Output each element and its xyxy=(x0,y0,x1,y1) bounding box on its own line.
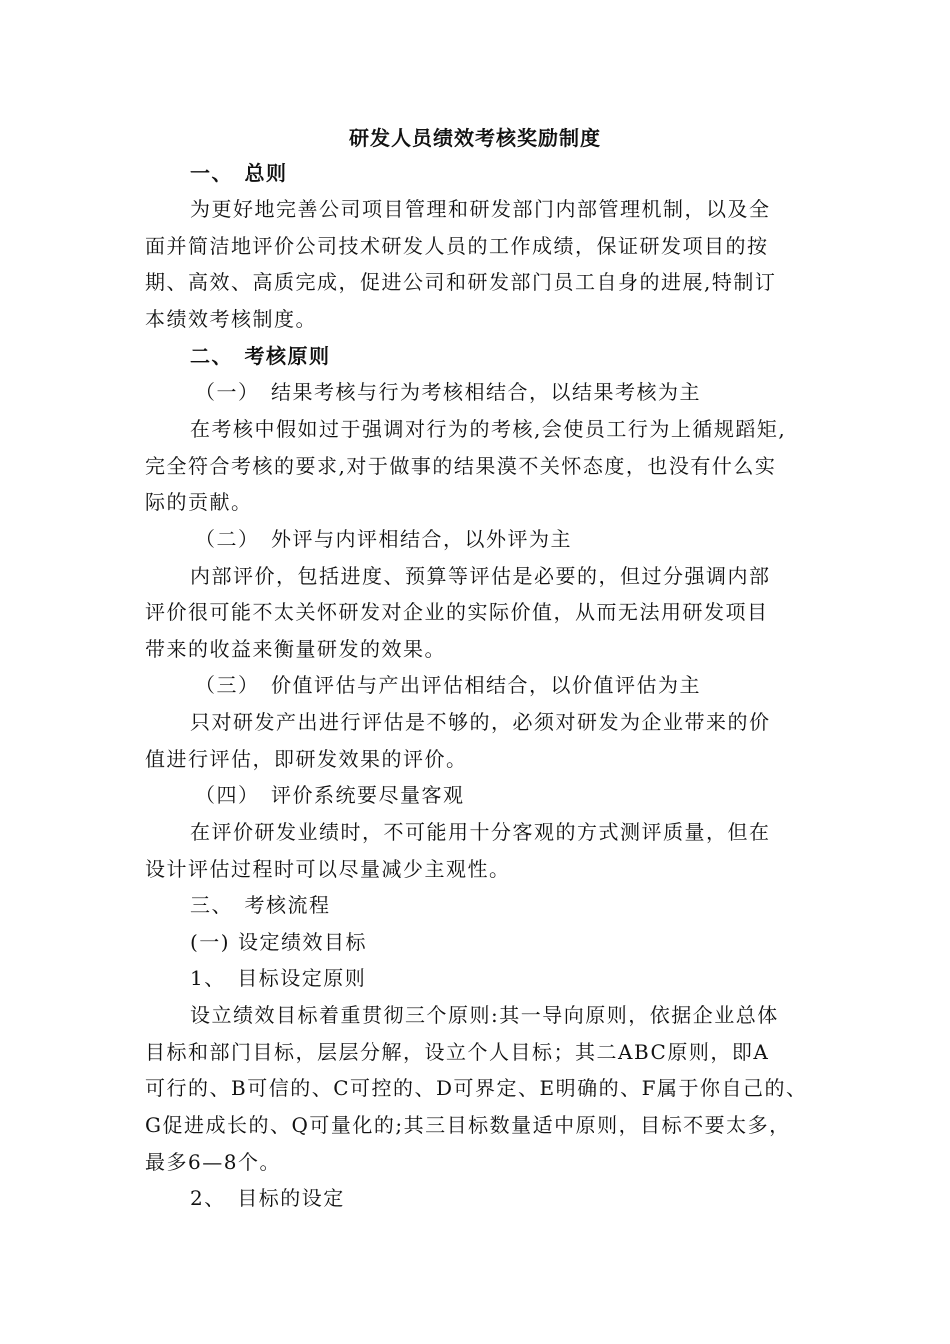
section-heading: 三、 考核流程 xyxy=(190,893,331,917)
paragraph-line: 带来的收益来衡量研发的效果。 xyxy=(145,637,446,661)
paragraph-line: 最多6—8个。 xyxy=(145,1150,281,1174)
paragraph-line: G促进成长的、Q可量化的;其三目标数量适中原则，目标不要太多， xyxy=(145,1113,791,1137)
paragraph-line: 为更好地完善公司项目管理和研发部门内部管理机制，以及全 xyxy=(190,197,771,221)
paragraph-line: 在考核中假如过于强调对行为的考核,会使员工行为上循规蹈矩, xyxy=(190,417,787,441)
paragraph-line: 值进行评估，即研发效果的评价。 xyxy=(145,747,468,771)
paragraph-line: 在评价研发业绩时，不可能用十分客观的方式测评质量，但在 xyxy=(190,820,771,844)
paragraph-line: 目标和部门目标，层层分解，设立个人目标；其二ABC原则，即A xyxy=(145,1040,770,1064)
subsection-heading: (一) 设定绩效目标 xyxy=(190,930,367,954)
paragraph-line: 际的贡献。 xyxy=(145,490,253,514)
subsection-heading: （一） 结果考核与行为考核相结合，以结果考核为主 xyxy=(195,380,701,404)
numbered-heading: 1、 目标设定原则 xyxy=(190,966,367,990)
paragraph-line: 面并简洁地评价公司技术研发人员的工作成绩，保证研发项目的按 xyxy=(145,234,769,258)
subsection-heading: （三） 价值评估与产出评估相结合，以价值评估为主 xyxy=(195,673,701,697)
paragraph-line: 完全符合考核的要求,对于做事的结果漠不关怀态度，也没有什么实 xyxy=(145,454,777,478)
paragraph-line: 内部评价，包括进度、预算等评估是必要的，但过分强调内部 xyxy=(190,564,771,588)
paragraph-line: 只对研发产出进行评估是不够的，必须对研发为企业带来的价 xyxy=(190,710,771,734)
subsection-heading: （四） 评价系统要尽量客观 xyxy=(195,783,465,807)
section-heading: 二、 考核原则 xyxy=(190,344,331,368)
paragraph-line: 评价很可能不太关怀研发对企业的实际价值，从而无法用研发项目 xyxy=(145,600,769,624)
paragraph-line: 期、高效、高质完成，促进公司和研发部门员工自身的进展,特制订 xyxy=(145,270,777,294)
paragraph-line: 设计评估过程时可以尽量减少主观性。 xyxy=(145,857,511,881)
document-title: 研发人员绩效考核奖励制度 xyxy=(349,126,601,150)
paragraph-line: 可行的、B可信的、C可控的、D可界定、E明确的、F属于你自己的、 xyxy=(145,1076,808,1100)
subsection-heading: （二） 外评与内评相结合，以外评为主 xyxy=(195,527,572,551)
paragraph-line: 本绩效考核制度。 xyxy=(145,307,317,331)
section-heading: 一、 总则 xyxy=(190,161,288,185)
numbered-heading: 2、 目标的设定 xyxy=(190,1186,345,1210)
paragraph-line: 设立绩效目标着重贯彻三个原则:其一导向原则，依据企业总体 xyxy=(190,1003,779,1027)
